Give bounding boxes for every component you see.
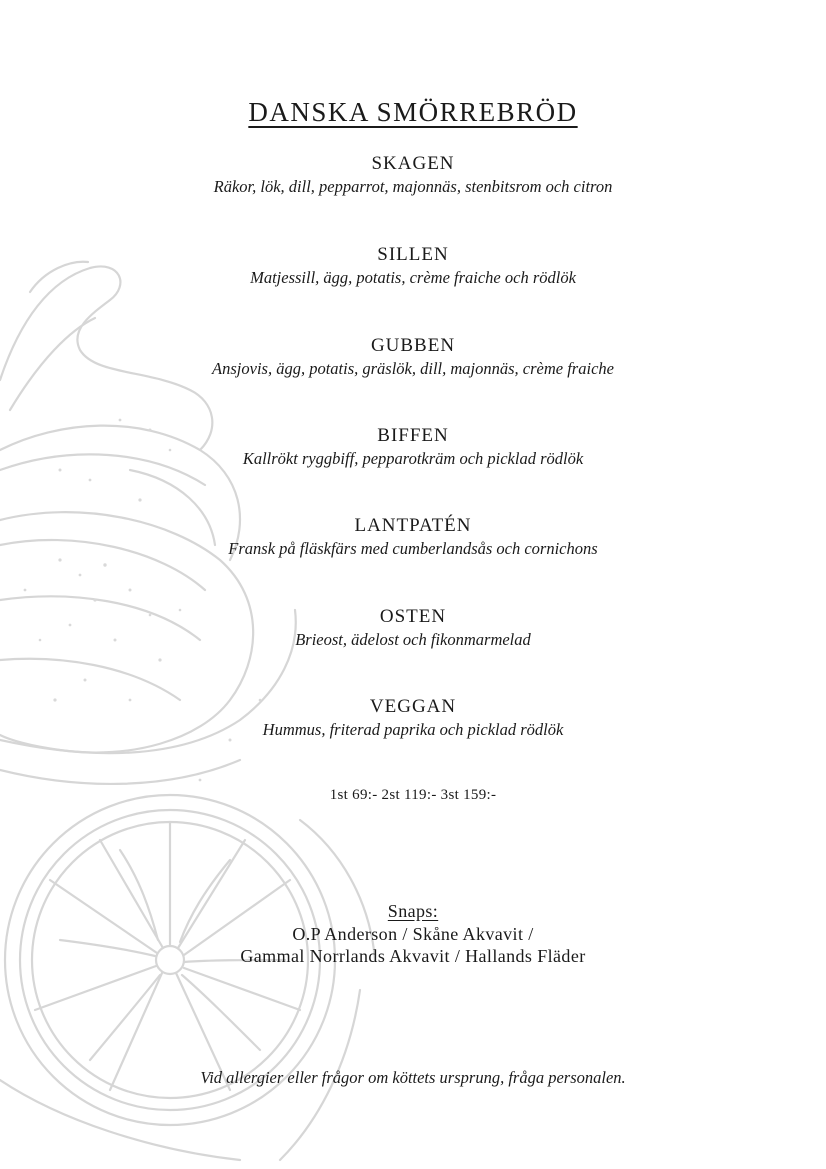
menu-item-name: GUBBEN [370,335,456,356]
menu-item-name: BIFFEN [377,425,449,446]
menu-item-description: Fransk på fläskfärs med cumberlandsås och cornichons [228,539,598,558]
menu-item-description: Brieost, ädelost och fikonmarmelad [295,630,531,649]
menu-item-description: Kallrökt ryggbiff, pepparotkräm och picklad rödlök [242,449,584,468]
menu-item-description: Räkor, lök, dill, pepparrot, majonnäs, stenbitsrom och citron [213,177,613,196]
menu-item-gubben [0,334,826,380]
menu-item-name: LANTPATÉN [354,515,472,536]
menu-item-lantpaten [0,514,826,560]
menu-item-name: SKAGEN [371,153,455,174]
menu-item-skagen [0,152,826,198]
menu-item-description: Matjessill, ägg, potatis, crème fraiche och rödlök [250,268,576,287]
snaps-heading: Snaps: [387,901,439,921]
menu-item-biffen [0,424,826,470]
menu-item-osten [0,605,826,651]
snaps-line: O.P Anderson / Skåne Akvavit / [292,923,534,944]
menu-item-veggan [0,695,826,741]
menu-item-name: VEGGAN [369,696,457,717]
menu-item-description: Ansjovis, ägg, potatis, gräslök, dill, majonnäs, crème fraiche [212,359,614,378]
menu-item-name: OSTEN [379,606,447,627]
allergy-note: Vid allergier eller frågor om köttets ursprung, fråga personalen. [200,1068,626,1087]
menu-title: DANSKA SMÖRREBRÖD [248,97,578,127]
snaps-line: Gammal Norrlands Akvavit / Hallands Fläder [240,946,586,966]
snaps-section [0,900,826,968]
price-line: 1st 69:- 2st 119:- 3st 159:- [329,787,497,803]
menu-item-description: Hummus, friterad paprika och picklad rödlök [262,720,564,739]
menu-item-sillen [0,243,826,289]
menu-item-name: SILLEN [377,244,449,265]
